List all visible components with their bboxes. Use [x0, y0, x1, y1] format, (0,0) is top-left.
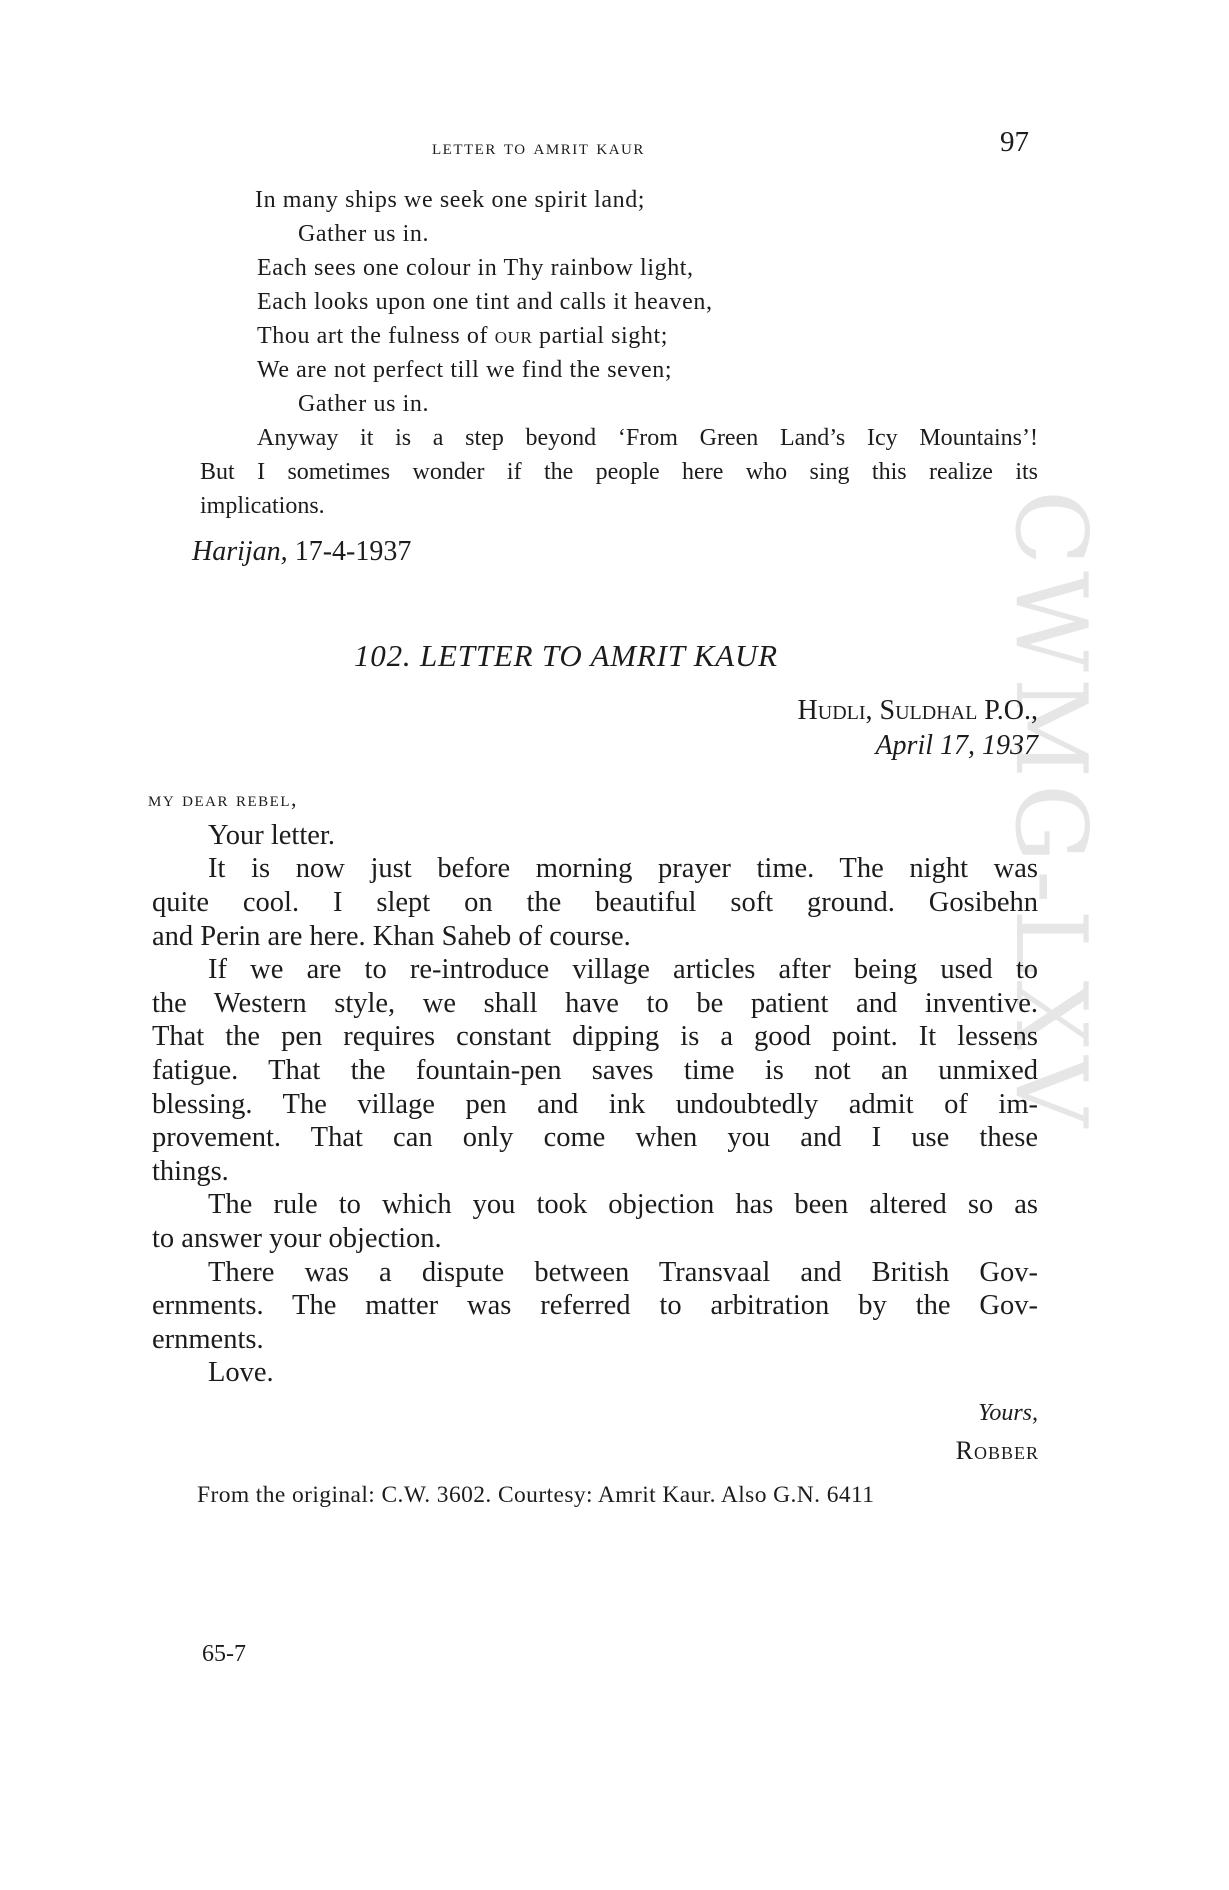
letter-address: Hudli, Suldhal P.O.,: [797, 695, 1038, 726]
body-line: the Western style, we shall have to be patient and inventive.: [152, 988, 1038, 1019]
body-line: things.: [152, 1156, 229, 1187]
body-line: Your letter.: [208, 820, 335, 851]
body-line: The rule to which you took objection has been altered so as: [208, 1189, 1038, 1220]
poem-line: Gather us in.: [298, 221, 430, 247]
body-line: blessing. The village pen and ink undoubtedly admit of im-: [152, 1089, 1038, 1120]
body-line: ernments.: [152, 1324, 264, 1355]
comment-line: But I sometimes wonder if the people here who sing this realize its: [200, 459, 1038, 485]
poem-line: We are not perfect till we find the seven;: [257, 357, 673, 383]
poem-line: Each sees one colour in Thy rainbow light,: [257, 255, 694, 281]
letter-closing: Yours,: [978, 1400, 1038, 1426]
page-number: 97: [1000, 126, 1029, 158]
body-line: It is now just before morning prayer time. The night was: [208, 853, 1038, 884]
body-line: There was a dispute between Transvaal and British Gov-: [208, 1257, 1038, 1288]
poem-line: In many ships we seek one spirit land;: [255, 187, 646, 213]
body-line: quite cool. I slept on the beautiful soft ground. Gosibehn: [152, 887, 1038, 918]
folio-number: 65-7: [202, 1641, 246, 1667]
body-line: to answer your objection.: [152, 1223, 442, 1254]
body-line: Love.: [208, 1357, 274, 1388]
poem-line: Each looks upon one tint and calls it heaven,: [257, 289, 713, 315]
letter-date: April 17, 1937: [875, 730, 1038, 761]
body-line: ernments. The matter was referred to arbitration by the Gov-: [152, 1290, 1038, 1321]
source-note: From the original: C.W. 3602. Courtesy: Amrit Kaur. Also G.N. 6411: [197, 1482, 875, 1508]
comment-line: Anyway it is a step beyond ‘From Green Land’s Icy Mountains’!: [257, 425, 1038, 451]
watermark: CWMG-LXV: [993, 490, 1107, 1133]
poem-line: Thou art the fulness of our partial sight;: [257, 323, 669, 349]
comment-line: implications.: [200, 493, 325, 519]
previous-source-citation: Harijan, 17-4-1937: [192, 536, 412, 567]
salutation: my dear rebel,: [148, 786, 298, 811]
body-line: and Perin are here. Khan Saheb of course.: [152, 921, 631, 952]
letter-signature: Robber: [955, 1436, 1039, 1465]
document-title: 102. LETTER TO AMRIT KAUR: [354, 638, 778, 673]
body-line: fatigue. That the fountain-pen saves time is not an unmixed: [152, 1055, 1038, 1086]
body-line: That the pen requires constant dipping is a good point. It lessens: [152, 1021, 1038, 1052]
body-line: If we are to re-introduce village articles after being used to: [208, 954, 1038, 985]
running-head: letter to amrit kaur: [432, 134, 645, 159]
body-line: provement. That can only come when you and I use these: [152, 1122, 1038, 1153]
poem-line: Gather us in.: [298, 391, 430, 417]
